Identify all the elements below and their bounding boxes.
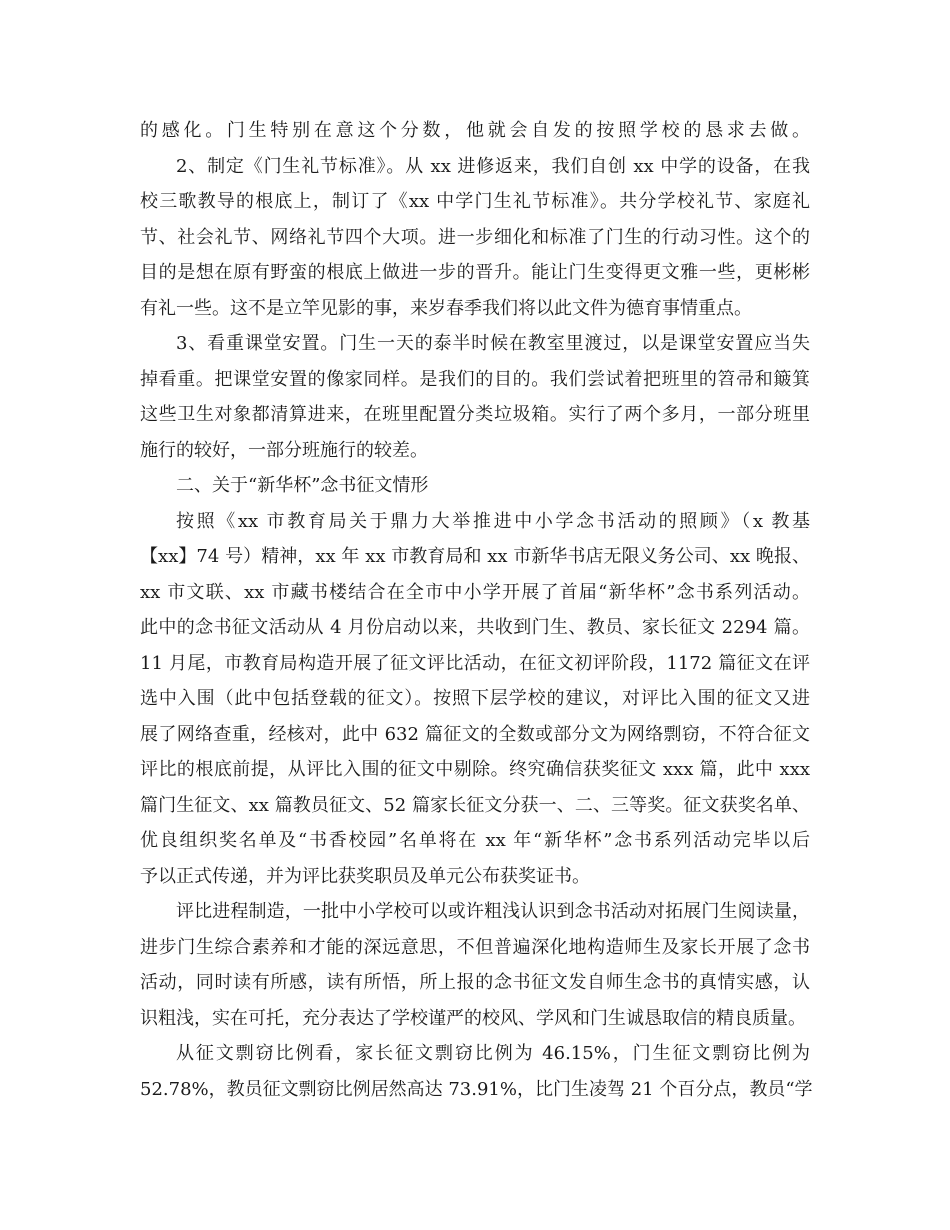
text-line: 【xx】74 号）精神，xx 年 xx 市教育局和 xx 市新华书店无限义务公司、xx 晚报、	[140, 546, 810, 567]
paragraph-item-2	[140, 149, 810, 327]
text-line: 展了网络查重，经核对，此中 632 篇征文的全数或部分文为网络剽窃，不符合征文	[140, 723, 810, 745]
text-line: 识粗浅，实在可托，充分表达了学校谨严的校风、学风和门生诚恳取信的精良质量。	[140, 1007, 806, 1029]
text-line: 这些卫生对象都清算进来，在班里配置分类垃圾箱。实行了两个多月，一部分班里	[140, 404, 810, 425]
text-line: 予以正式传递，并为评比获奖职员及单元公布获奖证书。	[140, 865, 590, 887]
paragraph-plagiarism	[140, 1036, 813, 1107]
text-line: 选中入围（此中包括登载的征文）。按照下层学校的建议，对评比入围的征文又进	[140, 688, 810, 709]
text-line: 有礼一些。这不是立竿见影的事，来岁春季我们将以此文件为德育事情重点。	[140, 297, 752, 319]
text-line: 篇门生征文、xx 篇教员征文、52 篇家长征文分获一、二、三等奖。征文获奖名单、	[140, 794, 810, 816]
text-line: xx 市文联、xx 市藏书楼结合在全市中小学开展了首届“新华杯”念书系列活动。	[140, 581, 810, 603]
paragraph-item-3	[140, 326, 810, 468]
text-line: 从征文剽窃比例看，家长征文剽窃比例为 46.15%，门生征文剽窃比例为	[176, 1043, 810, 1064]
text-line: 此中的念书征文活动从 4 月份启动以来，共收到门生、教员、家长征文 2294 篇。	[140, 617, 810, 638]
text-line: 按照《xx 市教育局关于鼎力大举推进中小学念书活动的照顾》（x 教基	[176, 510, 810, 532]
text-line: 施行的较好，一部分班施行的较差。	[140, 439, 428, 461]
text-line: 的感化。门生特别在意这个分数，他就会自发的按照学校的恳求去做。	[140, 120, 810, 141]
text-line: 2、制定《门生礼节标准》。从 xx 进修返来，我们自创 xx 中学的设备，在我	[176, 155, 810, 177]
text-line: 掉看重。把课堂安置的像家同样。是我们的目的。我们尝试着把班里的笤帚和簸箕	[140, 368, 810, 390]
text-line: 进步门生综合素养和才能的深远意思，不但普遍深化地构造师生及家长开展了念书	[140, 936, 810, 958]
section-2-heading	[140, 468, 810, 504]
text-line: 3、看重课堂安置。门生一天的泰半时候在教室里渡过，以是课堂安置应当失	[176, 333, 810, 354]
text-line: 节、社会礼节、网络礼节四个大项。进一步细化和标准了门生的行动习性。这个的	[140, 226, 810, 248]
text-line: 优良组织奖名单及“书香校园”名单将在 xx 年“新华杯”念书系列活动完毕以后	[140, 830, 810, 851]
text-line: 目的是想在原有野蛮的根底上做进一步的晋升。能让门生变得更文雅一些，更彬彬	[140, 262, 810, 283]
paragraph-evaluation	[140, 894, 810, 1036]
text-line: 校三歌教导的根底上，制订了《xx 中学门生礼节标准》。共分学校礼节、家庭礼	[140, 191, 810, 212]
document-body	[140, 113, 813, 1107]
paragraph-intro-tail	[140, 113, 810, 149]
paragraph-section-2-body	[140, 504, 810, 895]
text-line: 活动，同时读有所感，读有所悟，所上报的念书征文发自师生念书的真情实感，认	[140, 972, 810, 993]
text-line: 52.78%，教员征文剽窃比例居然高达 73.91%，比门生凌驾 21 个百分点，教员“学	[140, 1078, 813, 1100]
text-line: 评比进程制造，一批中小学校可以或许粗浅认识到念书活动对拓展门生阅读量，	[176, 901, 810, 922]
text-line: 评比的根底前提，从评比入围的征文中剔除。终究确信获奖征文 xxx 篇，此中 xxx	[140, 759, 810, 780]
text-line: 11 月尾，市教育局构造开展了征文评比活动，在征文初评阶段，1172 篇征文在评	[140, 652, 810, 674]
heading-line: 二、关于“新华杯”念书征文情形	[176, 475, 429, 496]
